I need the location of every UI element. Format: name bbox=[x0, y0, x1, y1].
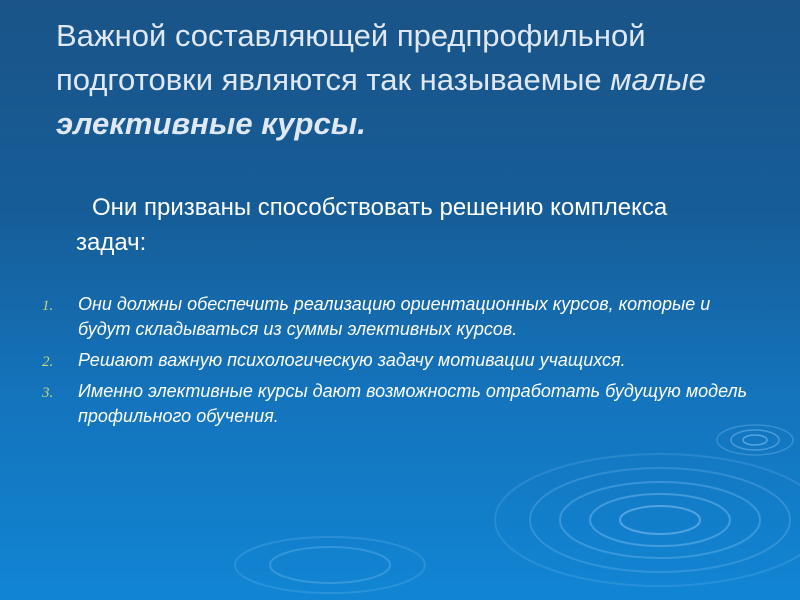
slide-title bbox=[56, 14, 756, 146]
list-item bbox=[42, 292, 762, 342]
list-item-text: Именно элективные курсы дают возможность отработать будущую модель профильного обучения. bbox=[78, 381, 748, 426]
list-item-text: Решают важную психологическую задачу мотивации учащихся. bbox=[78, 350, 626, 370]
list-item-number: 2. bbox=[42, 354, 54, 370]
title-bold-italic-text: элективные курсы. bbox=[56, 106, 366, 141]
list-item-number: 1. bbox=[42, 298, 54, 314]
list-item-number: 3. bbox=[42, 385, 54, 401]
list-item-text: Они должны обеспечить реализацию ориентационных курсов, которые и будут складываться из суммы элективных курсов. bbox=[78, 294, 711, 339]
list-item bbox=[42, 348, 762, 373]
ripple-group-bottom bbox=[235, 537, 425, 593]
list-item bbox=[42, 379, 762, 429]
tasks-list bbox=[42, 292, 762, 435]
title-text: Важной составляющей предпрофильной подготовки являются так называемые bbox=[56, 18, 646, 97]
ripple-group-large bbox=[495, 454, 800, 586]
intro-paragraph: Они призваны способствовать решению комплекса задач: bbox=[76, 194, 668, 256]
title-italic-text: малые bbox=[610, 62, 706, 97]
